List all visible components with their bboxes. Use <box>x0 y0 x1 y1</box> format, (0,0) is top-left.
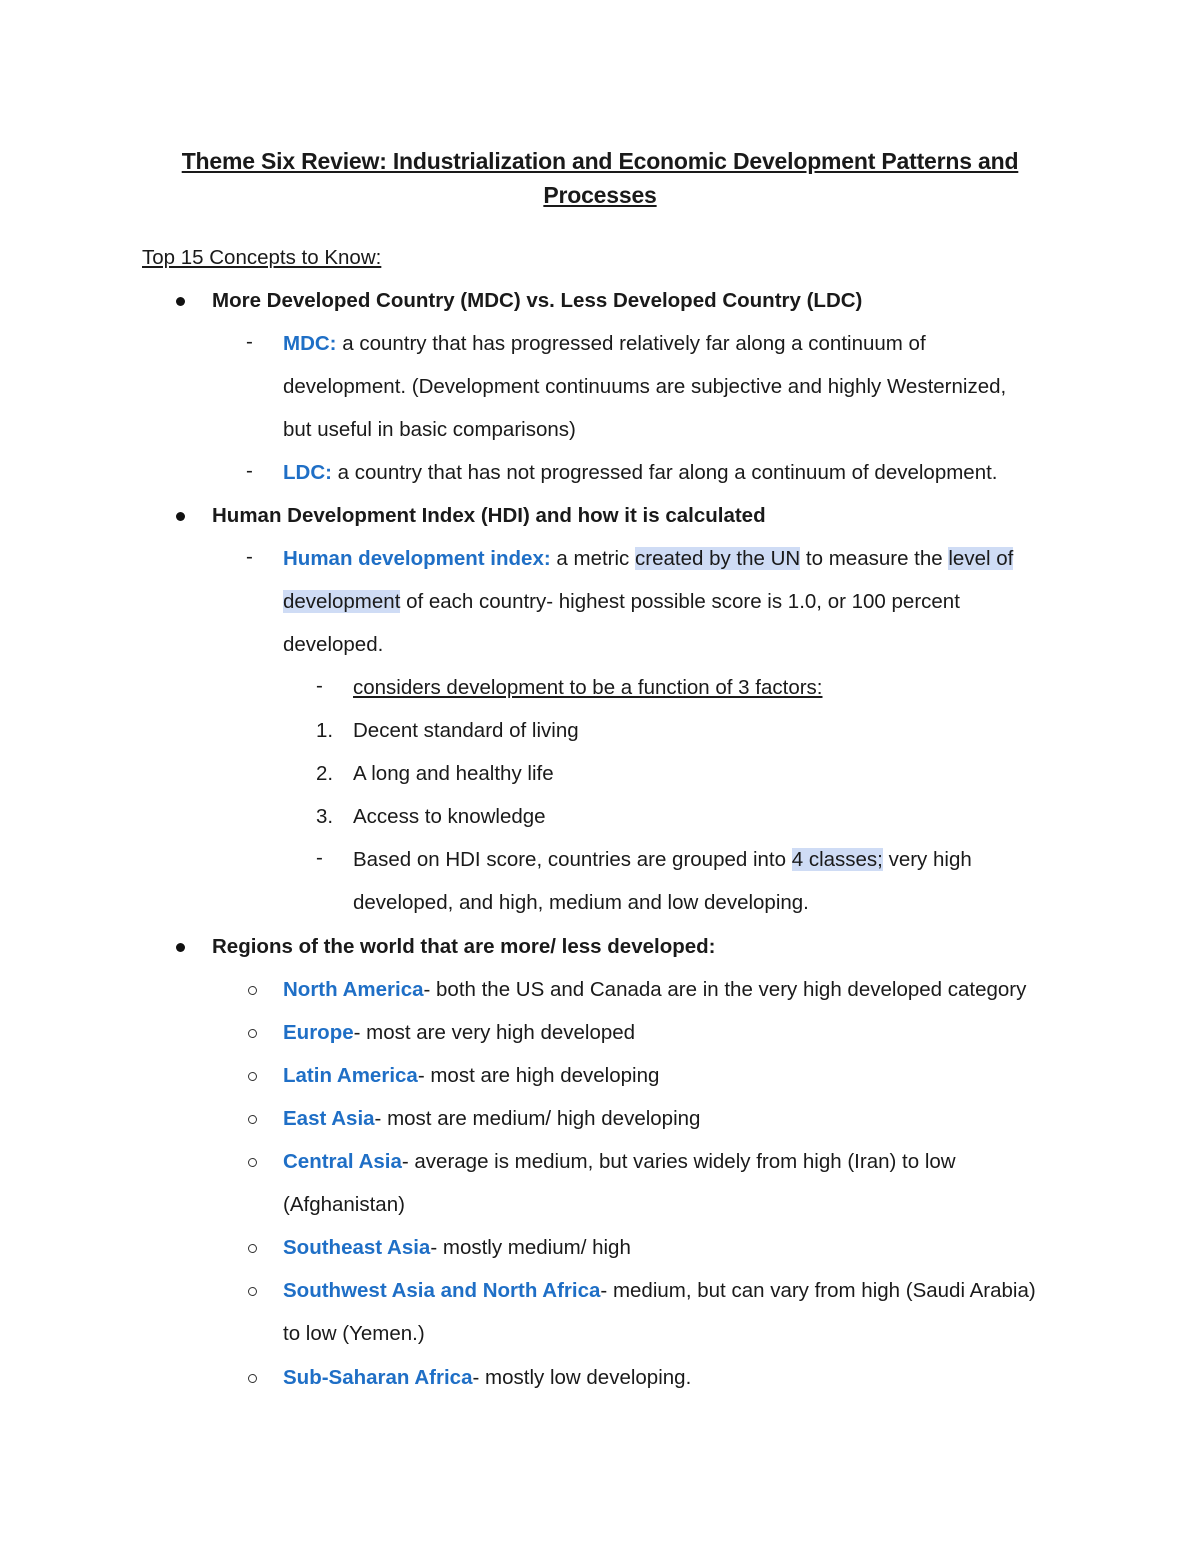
dash-marker: - <box>316 674 323 697</box>
factor-item: A long and healthy life <box>353 762 554 785</box>
term-label: MDC: <box>283 332 337 355</box>
definition-text: a metric <box>556 547 635 570</box>
region-text: - most are very high developed <box>353 1021 636 1044</box>
dash-marker: - <box>316 846 323 869</box>
intro-label: Top 15 Concepts to Know: <box>142 246 382 269</box>
region-text: to low (Yemen.) <box>283 1322 425 1345</box>
region-item <box>283 1019 635 1047</box>
circle-bullet-icon <box>248 1029 257 1038</box>
definition-text: developed, and high, medium and low developing. <box>353 891 809 914</box>
region-text: - most are high developing <box>417 1064 660 1087</box>
region-text: - mostly low developing. <box>472 1366 692 1389</box>
list-number: 2. <box>316 762 334 785</box>
highlight-text: level of <box>948 547 1014 570</box>
circle-bullet-icon <box>248 1374 257 1383</box>
region-item <box>283 1105 700 1133</box>
region-name: East Asia <box>283 1107 375 1130</box>
region-text: - mostly medium/ high <box>430 1236 631 1259</box>
term-label: Human development index: <box>283 547 551 570</box>
factors-heading: considers development to be a function of 3 factors: <box>353 676 823 699</box>
factor-item: Decent standard of living <box>353 719 579 742</box>
region-name: Southeast Asia <box>283 1236 431 1259</box>
region-text: - average is medium, but varies widely from high (Iran) to low <box>401 1150 956 1173</box>
bullet-icon <box>176 943 185 952</box>
factor-item: Access to knowledge <box>353 805 546 828</box>
circle-bullet-icon <box>248 1072 257 1081</box>
section-heading: Regions of the world that are more/ less developed: <box>212 935 716 958</box>
highlight-text: 4 classes; <box>791 848 883 871</box>
highlight-text: created by the UN <box>635 547 801 570</box>
document-title: Theme Six Review: Industrialization and Economic Development Patterns and Processes <box>181 148 1019 208</box>
circle-bullet-icon <box>248 1115 257 1124</box>
definition-line <box>283 330 926 358</box>
region-item <box>283 1234 631 1262</box>
hdi-definition-line <box>283 545 1013 573</box>
circle-bullet-icon <box>248 1287 257 1296</box>
term-label: LDC: <box>283 461 332 484</box>
region-name: Sub-Saharan Africa <box>283 1366 473 1389</box>
definition-text: development. (Development continuums are subjective and highly Westernized, <box>283 375 1007 398</box>
region-item <box>283 1364 691 1392</box>
definition-text: a country that has progressed relatively far along a continuum of <box>342 332 926 355</box>
region-text: - medium, but can vary from high (Saudi Arabia) <box>600 1279 1036 1302</box>
definition-text: a country that has not progressed far along a continuum of development. <box>337 461 998 484</box>
dash-marker: - <box>246 459 253 482</box>
region-name: Central Asia <box>283 1150 402 1173</box>
definition-text: developed. <box>283 633 384 656</box>
circle-bullet-icon <box>248 986 257 995</box>
hdi-definition-line <box>283 588 960 616</box>
dash-marker: - <box>246 330 253 353</box>
region-name: Europe <box>283 1021 354 1044</box>
definition-text: but useful in basic comparisons) <box>283 418 576 441</box>
list-number: 3. <box>316 805 334 828</box>
bullet-icon <box>176 297 185 306</box>
bullet-icon <box>176 512 185 521</box>
section-heading: Human Development Index (HDI) and how it is calculated <box>212 504 766 527</box>
region-item <box>283 1148 956 1176</box>
definition-text: Based on HDI score, countries are grouped into <box>353 848 792 871</box>
circle-bullet-icon <box>248 1158 257 1167</box>
circle-bullet-icon <box>248 1244 257 1253</box>
classes-line <box>353 846 972 874</box>
region-item <box>283 1062 659 1090</box>
definition-text: to measure the <box>800 547 949 570</box>
list-number: 1. <box>316 719 334 742</box>
highlight-text: development <box>283 590 401 613</box>
region-item <box>283 976 1026 1004</box>
section-heading: More Developed Country (MDC) vs. Less Developed Country (LDC) <box>212 289 863 312</box>
region-name: North America <box>283 978 424 1001</box>
region-text: (Afghanistan) <box>283 1193 405 1216</box>
definition-line <box>283 459 998 487</box>
region-name: Latin America <box>283 1064 418 1087</box>
region-name: Southwest Asia and North Africa <box>283 1279 601 1302</box>
region-item <box>283 1277 1036 1305</box>
definition-text: of each country- highest possible score is 1.0, or 100 percent <box>400 590 960 613</box>
region-text: - both the US and Canada are in the very high developed category <box>423 978 1027 1001</box>
definition-text: very high <box>882 848 972 871</box>
region-text: - most are medium/ high developing <box>374 1107 701 1130</box>
dash-marker: - <box>246 545 253 568</box>
